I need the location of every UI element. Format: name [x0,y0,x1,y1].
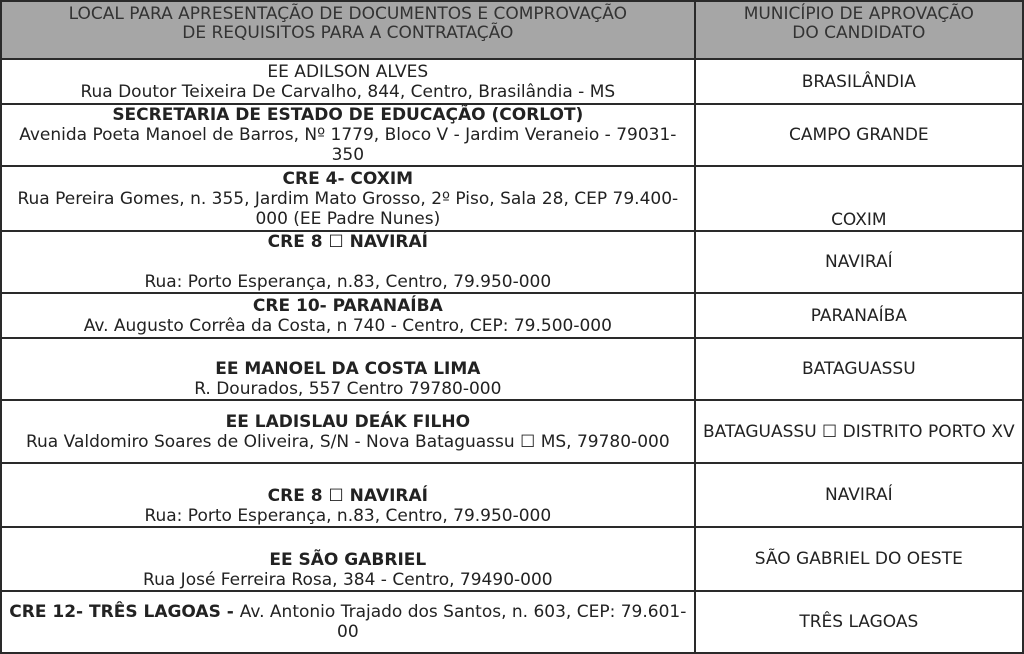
table-row [1,293,1023,338]
header-municipality [695,1,1023,59]
municipality-cell: NAVIRAÍ [695,463,1023,527]
location-name: CRE 12- TRÊS LAGOAS [9,602,221,622]
header-location-line-2: DE REQUISITOS PARA A CONTRATAÇÃO [182,23,514,43]
header-municipality-line-1: MUNICÍPIO DE APROVAÇÃO [743,4,974,24]
header-location-line-1: LOCAL PARA APRESENTAÇÃO DE DOCUMENTOS E COMPROVAÇÃO [68,4,628,24]
table-row [1,104,1023,166]
table-row [1,166,1023,231]
municipality-cell: NAVIRAÍ [695,231,1023,293]
location-address: Rua: Porto Esperança, n.83, Centro, 79.950-000 [144,272,552,292]
table-header-row [1,1,1023,59]
location-name: SECRETARIA DE ESTADO DE EDUCAÇÃO (CORLOT) [112,105,584,125]
location-name: EE MANOEL DA COSTA LIMA [215,359,481,379]
location-cell [1,166,695,231]
location-cell [1,463,695,527]
municipality-cell: PARANAÍBA [695,293,1023,338]
location-cell [1,293,695,338]
location-name: CRE 10- PARANAÍBA [252,295,443,316]
location-name: EE SÃO GABRIEL [269,550,427,570]
table-row [1,527,1023,591]
location-address: Rua: Porto Esperança, n.83, Centro, 79.950-000 [144,506,552,526]
location-cell [1,400,695,463]
municipality-cell: BATAGUASSU [695,338,1023,400]
table-row [1,400,1023,463]
table-row [1,231,1023,293]
table-row [1,463,1023,527]
location-address: Av. Antonio Trajado dos Santos, n. 603, CEP: 79.601-00 [239,602,687,642]
municipality-cell: COXIM [695,166,1023,231]
location-address: Rua José Ferreira Rosa, 384 - Centro, 79490-000 [143,570,553,590]
municipality-cell: CAMPO GRANDE [695,104,1023,166]
location-name: CRE 4- COXIM [282,168,414,189]
location-cell [1,338,695,400]
municipality-cell: BATAGUASSU ☐ DISTRITO PORTO XV [695,400,1023,463]
location-address: Rua Pereira Gomes, n. 355, Jardim Mato Grosso, 2º Piso, Sala 28, CEP 79.400-000 (EE Padre Nunes) [17,188,679,229]
header-location [1,1,695,59]
municipality-cell: BRASILÂNDIA [695,59,1023,104]
table-row [1,338,1023,400]
location-address: Rua Doutor Teixeira De Carvalho, 844, Centro, Brasilândia - MS [80,81,616,102]
spacer [8,252,688,272]
header-municipality-line-2: DO CANDIDATO [792,23,926,43]
municipality-cell: SÃO GABRIEL DO OESTE [695,527,1023,591]
location-address: R. Dourados, 557 Centro 79780-000 [194,379,502,399]
location-address: Rua Valdomiro Soares de Oliveira, S/N - Nova Bataguassu ☐ MS, 79780-000 [25,431,670,452]
location-name: CRE 8 ☐ NAVIRAÍ [267,232,428,252]
table-row [1,59,1023,104]
location-cell [1,104,695,166]
location-name: EE LADISLAU DEÁK FILHO [225,411,471,432]
table-row [1,591,1023,653]
location-address: Avenida Poeta Manoel de Barros, Nº 1779, Bloco V - Jardim Veraneio - 79031-350 [19,125,677,165]
municipality-cell: TRÊS LAGOAS [695,591,1023,653]
location-cell [1,59,695,104]
location-cell [1,591,695,653]
location-address: Av. Augusto Corrêa da Costa, n 740 - Centro, CEP: 79.500-000 [83,315,612,336]
location-name-separator: - [220,602,240,622]
location-name: CRE 8 ☐ NAVIRAÍ [267,486,428,506]
location-cell [1,527,695,591]
location-cell [1,231,695,293]
location-name: EE ADILSON ALVES [267,61,429,82]
